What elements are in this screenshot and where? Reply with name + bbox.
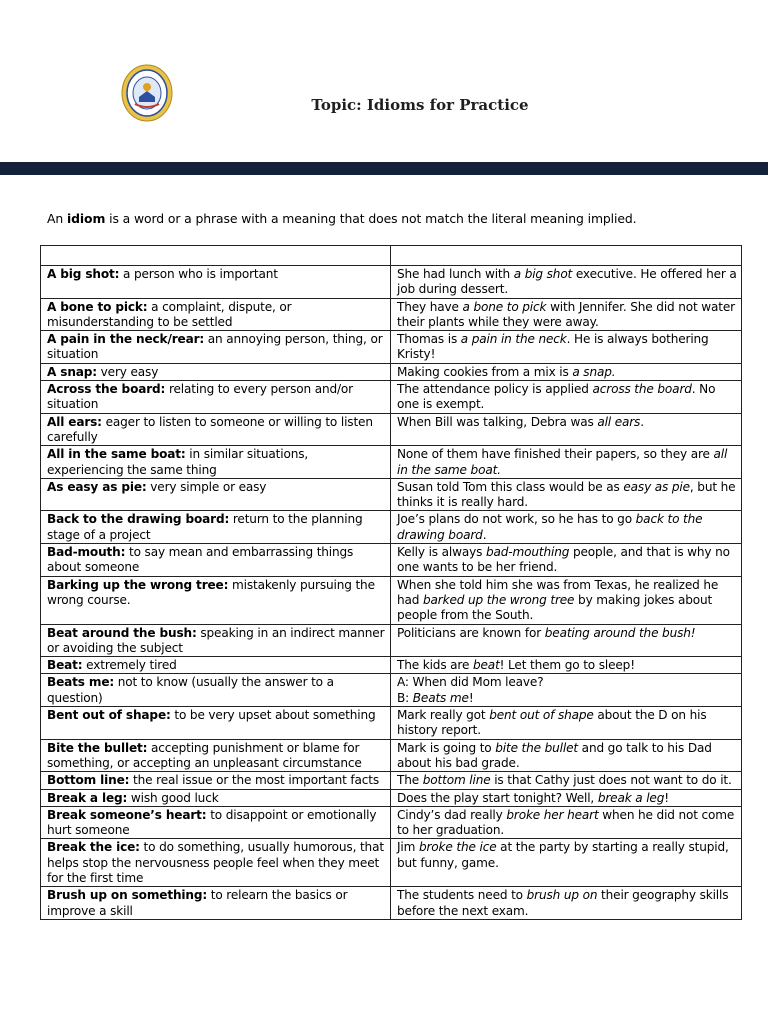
intro-keyword: idiom — [66, 211, 106, 226]
idiom-term: Beat: — [47, 658, 83, 673]
idiom-term: Across the board: — [47, 382, 166, 397]
table-row — [41, 674, 742, 707]
example-text: None of them have finished their papers, so they are — [397, 447, 714, 462]
example-text: Cindy’s dad really — [397, 807, 507, 822]
idiom-term: Brush up on something: — [47, 888, 208, 903]
idiom-definition: to be very upset about something — [170, 708, 376, 723]
example-text: She had lunch with — [397, 267, 514, 281]
example-text: A: When did Mom leave? — [397, 675, 544, 690]
idiom-term: A big shot: — [47, 267, 120, 281]
table-row — [41, 446, 742, 479]
example-text: with Jennifer. She did not water their plants while they were away. — [397, 299, 736, 329]
idiom-definition: a complaint, dispute, or misunderstanding to be settled — [47, 299, 292, 329]
example-text: and go talk to his Dad about his bad grade. — [397, 740, 712, 770]
header-cell-example — [391, 246, 742, 266]
idiom-term: Bite the bullet: — [47, 740, 148, 755]
idiom-example-cell — [391, 624, 742, 657]
example-idiom-italic: bent out of shape — [489, 708, 594, 723]
idiom-example-cell — [391, 266, 742, 299]
example-idiom-italic: all in the same boat. — [397, 447, 728, 477]
example-text: When she told him she was from Texas, he realized he had — [397, 577, 719, 607]
intro-paragraph — [47, 211, 747, 226]
idiom-definition: very easy — [96, 364, 159, 379]
example-idiom-italic: bottom line — [422, 773, 491, 788]
idiom-definition: relating to every person and/or situation — [47, 382, 353, 412]
example-idiom-italic: break a leg — [597, 790, 665, 805]
header-cell-idiom — [41, 246, 391, 266]
page-title: Topic: Idioms for Practice — [311, 96, 529, 114]
idiom-definition: to relearn the basics or improve a skill — [47, 888, 348, 918]
table-row — [41, 739, 742, 772]
example-text: When Bill was talking, Debra was — [397, 414, 598, 429]
example-idiom-italic: back to the drawing board — [397, 512, 703, 542]
example-text: ! Let them go to sleep! — [499, 658, 635, 673]
example-text: The students need to — [397, 888, 527, 903]
idiom-example-cell — [391, 772, 742, 789]
example-text: Kelly is always — [397, 545, 486, 560]
table-row — [41, 544, 742, 577]
idiom-example-cell — [391, 739, 742, 772]
table-row — [41, 363, 742, 380]
idiom-definition-cell — [41, 298, 391, 331]
idiom-term: Beat around the bush: — [47, 625, 197, 640]
table-row — [41, 772, 742, 789]
idiom-term: Bad-mouth: — [47, 545, 126, 560]
example-text: . He is always bothering Kristy! — [397, 332, 709, 362]
idiom-definition: to do something, usually humorous, that helps stop the nervousness people feel when they meet for the first time — [47, 840, 384, 885]
example-idiom-italic: broke the ice — [418, 840, 497, 855]
idiom-definition: to say mean and embarrassing things about someone — [47, 545, 354, 575]
idiom-definition-cell — [41, 674, 391, 707]
idiom-definition: a person who is important — [119, 267, 278, 281]
table-row — [41, 887, 742, 920]
idioms-table — [40, 245, 742, 920]
idiom-definition-cell — [41, 511, 391, 544]
table-row — [41, 576, 742, 624]
idiom-definition-cell — [41, 806, 391, 839]
table-row — [41, 266, 742, 299]
idiom-example-cell — [391, 806, 742, 839]
idiom-definition: mistakenly pursuing the wrong course. — [47, 577, 375, 607]
idiom-term: All in the same boat: — [47, 447, 186, 462]
example-text: . — [482, 527, 487, 542]
example-text: Does the play start tonight? Well, — [397, 790, 598, 805]
idiom-term: All ears: — [47, 414, 102, 429]
idiom-definition-cell — [41, 413, 391, 446]
idiom-term: Break the ice: — [47, 840, 140, 855]
idiom-term: A bone to pick: — [47, 299, 148, 314]
idiom-example-cell — [391, 363, 742, 380]
idiom-definition-cell — [41, 789, 391, 806]
example-text: Making cookies from a mix is — [397, 364, 573, 379]
idiom-example-cell — [391, 707, 742, 740]
idiom-term: Break someone’s heart: — [47, 807, 207, 822]
idiom-definition: eager to listen to someone or willing to listen carefully — [47, 414, 373, 444]
idiom-definition: an annoying person, thing, or situation — [47, 332, 383, 362]
idiom-definition: speaking in an indirect manner or avoiding the subject — [47, 625, 385, 655]
idiom-definition: wish good luck — [127, 790, 219, 805]
example-text: They have — [397, 299, 463, 314]
table-row — [41, 511, 742, 544]
example-idiom-italic: broke her heart — [506, 807, 599, 822]
idiom-definition: in similar situations, experiencing the same thing — [47, 447, 309, 477]
idiom-definition-cell — [41, 887, 391, 920]
example-text: Susan told Tom this class would be as — [397, 479, 624, 494]
table-row — [41, 707, 742, 740]
example-idiom-italic: bad-mouthing — [485, 545, 570, 560]
example-idiom-italic: easy as pie — [623, 479, 690, 494]
example-idiom-italic: a snap. — [572, 364, 616, 379]
idiom-definition: extremely tired — [82, 658, 177, 673]
idiom-example-cell — [391, 789, 742, 806]
idiom-example-cell — [391, 839, 742, 887]
idiom-term: Bent out of shape: — [47, 708, 171, 723]
example-text: about the D on his history report. — [397, 708, 707, 738]
example-text: when he did not come to her graduation. — [397, 807, 735, 838]
idiom-definition-cell — [41, 576, 391, 624]
example-text: Politicians are known for — [397, 625, 545, 640]
idiom-definition-cell — [41, 331, 391, 364]
example-idiom-italic: barked up the wrong tree — [423, 592, 575, 607]
example-idiom-italic: brush up on — [526, 888, 598, 903]
table-row — [41, 839, 742, 887]
idiom-example-cell — [391, 381, 742, 414]
table-row — [41, 381, 742, 414]
example-text: people, and that is why no one wants to be her friend. — [397, 545, 730, 575]
idiom-definition-cell — [41, 446, 391, 479]
table-row — [41, 657, 742, 674]
idiom-definition-cell — [41, 624, 391, 657]
header-banner-bar — [0, 162, 768, 175]
example-text: at the party by starting a really stupid, but funny, game. — [397, 840, 729, 870]
idiom-definition-cell — [41, 772, 391, 789]
idiom-term: Back to the drawing board: — [47, 512, 230, 527]
intro-text-before: An — [47, 211, 67, 226]
example-idiom-italic: Beats me — [412, 690, 469, 705]
example-text: The kids are — [397, 658, 473, 673]
table-row — [41, 413, 742, 446]
idiom-term: As easy as pie: — [47, 479, 147, 494]
table-row — [41, 298, 742, 331]
example-text: is that Cathy just does not want to do it. — [490, 773, 732, 788]
example-idiom-italic: bite the bullet — [495, 740, 578, 755]
example-idiom-italic: all ears — [597, 414, 641, 429]
idiom-example-cell — [391, 674, 742, 707]
example-text: executive. He offered her a job during dessert. — [397, 267, 737, 297]
idiom-term: Barking up the wrong tree: — [47, 577, 229, 592]
idiom-definition: accepting punishment or blame for something, or accepting an unpleasant circumstance — [47, 740, 362, 770]
example-text: The — [397, 773, 423, 788]
idiom-definition-cell — [41, 839, 391, 887]
idiom-definition: to disappoint or emotionally hurt someone — [47, 807, 377, 838]
example-text: by making jokes about people from the South. — [397, 592, 713, 623]
idiom-term: Beats me: — [47, 675, 115, 690]
example-text: Thomas is — [397, 332, 461, 347]
idiom-definition-cell — [41, 544, 391, 577]
intro-text-after: is a word or a phrase with a meaning that does not match the literal meaning implied. — [105, 211, 637, 226]
table-row — [41, 789, 742, 806]
table-row — [41, 478, 742, 511]
idiom-term: Break a leg: — [47, 790, 128, 805]
idiom-definition: not to know (usually the answer to a question) — [47, 675, 334, 705]
idiom-example-cell — [391, 298, 742, 331]
example-text: ! — [468, 690, 474, 705]
idiom-definition-cell — [41, 266, 391, 299]
table-header-row — [41, 246, 742, 266]
idiom-example-cell — [391, 511, 742, 544]
idiom-term: A pain in the neck/rear: — [47, 332, 205, 347]
idiom-example-cell — [391, 887, 742, 920]
example-text: Jim — [397, 840, 419, 855]
idiom-definition: very simple or easy — [146, 479, 267, 494]
idiom-definition-cell — [41, 739, 391, 772]
example-text: The attendance policy is applied — [397, 382, 593, 397]
idiom-term: Bottom line: — [47, 773, 130, 788]
example-idiom-italic: a pain in the neck — [460, 332, 567, 347]
example-idiom-italic: beat — [472, 658, 500, 673]
example-idiom-italic: a big shot — [513, 267, 573, 281]
idiom-definition-cell — [41, 363, 391, 380]
idiom-example-cell — [391, 544, 742, 577]
table-row — [41, 806, 742, 839]
idiom-definition: the real issue or the most important facts — [129, 773, 380, 788]
table-row — [41, 331, 742, 364]
idiom-definition-cell — [41, 657, 391, 674]
example-text: . No one is exempt. — [397, 382, 716, 412]
example-text: Mark really got — [397, 708, 490, 723]
idiom-example-cell — [391, 331, 742, 364]
example-text: . — [640, 414, 644, 429]
idiom-example-cell — [391, 446, 742, 479]
idiom-example-cell — [391, 478, 742, 511]
example-text: Joe’s plans do not work, so he has to go — [397, 512, 636, 527]
table-row — [41, 624, 742, 657]
example-text: B: — [397, 690, 413, 705]
example-idiom-italic: across the board — [592, 382, 692, 397]
idiom-example-cell — [391, 657, 742, 674]
idiom-definition-cell — [41, 707, 391, 740]
idiom-definition-cell — [41, 381, 391, 414]
example-idiom-italic: a bone to pick — [462, 299, 547, 314]
example-text: their geography skills before the next exam. — [397, 888, 729, 918]
example-text: , but he thinks it is really hard. — [397, 479, 736, 510]
idiom-definition-cell — [41, 478, 391, 511]
example-idiom-italic: beating around the bush! — [544, 625, 696, 640]
idiom-example-cell — [391, 413, 742, 446]
idiom-definition: return to the planning stage of a project — [47, 512, 363, 542]
example-text: Mark is going to — [397, 740, 496, 755]
example-text: ! — [664, 790, 669, 805]
idiom-example-cell — [391, 576, 742, 624]
idiom-term: A snap: — [47, 364, 97, 379]
